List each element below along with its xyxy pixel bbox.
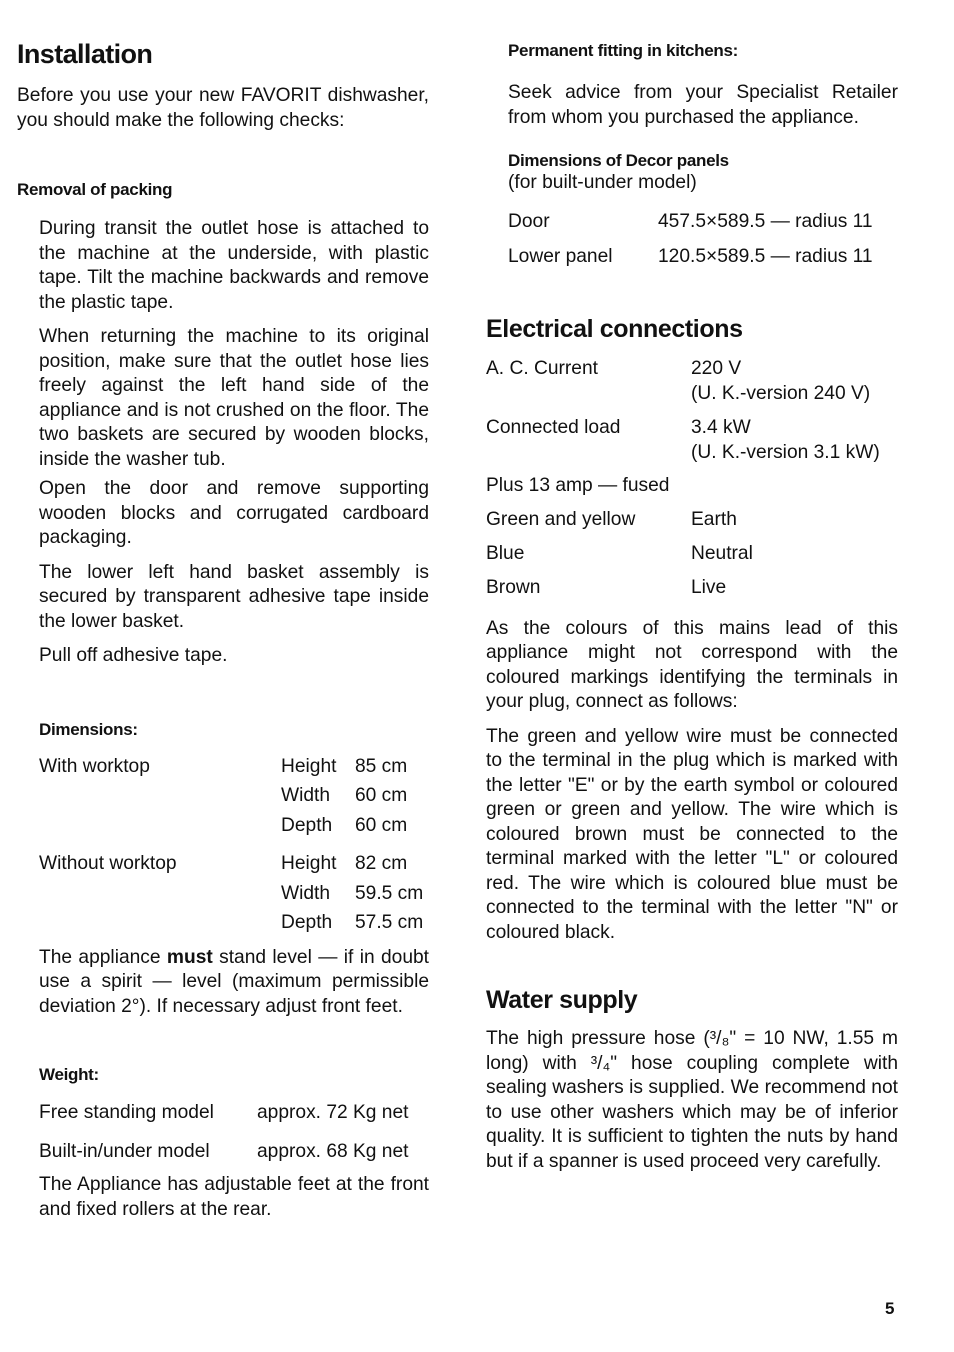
electrical-table — [486, 356, 880, 605]
uk-version-note: (U. K.-version 3.1 kW) — [691, 441, 880, 463]
water-supply-text: The high pressure hose (³/₈" = 10 NW, 1.55 m long) with ³/₄" hose coupling complete with sealing washers is supplied. We recommend not to use other washers which may be of inferior quality. It is sufficient to tighten the nuts by hand but if a spanner is used proceed very carefully. — [486, 1028, 898, 1172]
depth-label: Depth — [281, 814, 333, 836]
must-emphasis: must — [166, 946, 213, 968]
decor-panels-subheading: (for built-under model) — [508, 172, 697, 193]
decor-panels-heading: Dimensions of Decor panels — [508, 151, 729, 170]
weight-table — [39, 1093, 408, 1171]
width-label: Width — [281, 785, 331, 806]
lower-panel-label: Lower panel — [508, 245, 613, 267]
height-label: Height — [281, 755, 337, 777]
depth-value: 57.5 cm — [355, 912, 424, 933]
free-standing-label: Free standing model — [39, 1102, 214, 1123]
permanent-fitting-text: Seek advice from your Specialist Retailer from whom you purchased the appliance. — [508, 82, 898, 128]
electrical-paragraph: As the colours of this mains lead of this appliance might not correspond with the coloured markings identifying the terminals in your plug, connect as follows: — [486, 617, 898, 712]
door-label: Door — [508, 210, 550, 232]
green-yellow-value: Earth — [691, 508, 737, 530]
door-value: 457.5×589.5 — radius 11 — [658, 210, 873, 232]
removal-paragraph: Pull off adhesive tape. — [39, 645, 228, 666]
electrical-heading: Electrical connections — [486, 314, 743, 343]
weight-heading: Weight: — [39, 1065, 99, 1084]
with-worktop-label: With worktop — [39, 755, 150, 777]
removal-heading: Removal of packing — [17, 180, 173, 199]
removal-paragraph: When returning the machine to its original position, make sure that the outlet hose lies freely against the left hand side of the appliance and is not crushed on the floor. The two baskets are secured by wooden blocks, inside the washer tub. — [39, 326, 429, 470]
green-yellow-label: Green and yellow — [486, 508, 636, 530]
installation-heading: Installation — [17, 39, 153, 69]
removal-paragraph: During transit the outlet hose is attached to the machine at the underside, with plastic tape. Tilt the machine backwards and remove the plastic tape. — [39, 218, 429, 313]
brown-value: Live — [691, 576, 727, 598]
left-column — [17, 38, 429, 1222]
removal-paragraph: The lower left hand basket assembly is secured by transparent adhesive tape inside the lower basket. — [39, 561, 429, 632]
water-supply-heading: Water supply — [486, 986, 638, 1014]
page-number: 5 — [885, 1299, 895, 1318]
blue-value: Neutral — [691, 542, 753, 564]
dimensions-heading: Dimensions: — [39, 719, 138, 739]
free-standing-value: approx. 72 Kg net — [257, 1102, 409, 1123]
ac-current-label: A. C. Current — [486, 357, 598, 379]
removal-paragraph: Open the door and remove supporting wooden blocks and corrugated cardboard packaging. — [39, 478, 429, 548]
permanent-fitting-heading: Permanent fitting in kitchens: — [508, 41, 738, 60]
depth-value: 60 cm — [355, 814, 408, 836]
connected-load-value: 3.4 kW (U. K.-version 3.1 kW) — [691, 416, 880, 463]
blue-label: Blue — [486, 542, 525, 564]
height-label: Height — [281, 853, 337, 874]
width-value: 60 cm — [355, 785, 408, 806]
uk-version-note: (U. K.-version 240 V) — [691, 382, 871, 404]
depth-label: Depth — [281, 912, 333, 933]
built-in-label: Built-in/under model — [39, 1141, 210, 1162]
weight-note: The Appliance has adjustable feet at the front and fixed rollers at the rear. — [39, 1174, 429, 1220]
right-column — [486, 38, 898, 1174]
ac-current-value: 220 V (U. K.-version 240 V) — [691, 356, 880, 406]
plus-fused: Plus 13 amp — fused — [486, 474, 670, 496]
width-label: Width — [281, 882, 331, 904]
level-note: The appliance must stand level — if in doubt use a spirit — level (maximum permissible deviation 2°). If necessary adjust front feet. — [39, 946, 429, 1017]
installation-intro: Before you use your new FAVORIT dishwasher, you should make the following checks: — [17, 85, 429, 131]
dimensions-table — [39, 752, 423, 938]
height-value: 82 cm — [355, 853, 408, 874]
without-worktop-label: Without worktop — [39, 853, 177, 874]
connected-load-label: Connected load — [486, 416, 621, 438]
decor-table — [508, 204, 873, 274]
electrical-paragraph: The green and yellow wire must be connected to the terminal in the plug which is marked with the letter "E" or by the earth symbol or coloured green or green and yellow. The wire which is coloured brown must be connected to the terminal marked with the letter "L" or coloured red. The wire which is coloured blue must be connected to the terminal with the letter "N" or coloured black. — [486, 725, 898, 943]
height-value: 85 cm — [355, 755, 408, 777]
width-value: 59.5 cm — [355, 882, 424, 904]
lower-panel-value: 120.5×589.5 — radius 11 — [658, 245, 873, 267]
brown-label: Brown — [486, 576, 541, 598]
built-in-value: approx. 68 Kg net — [257, 1141, 409, 1162]
